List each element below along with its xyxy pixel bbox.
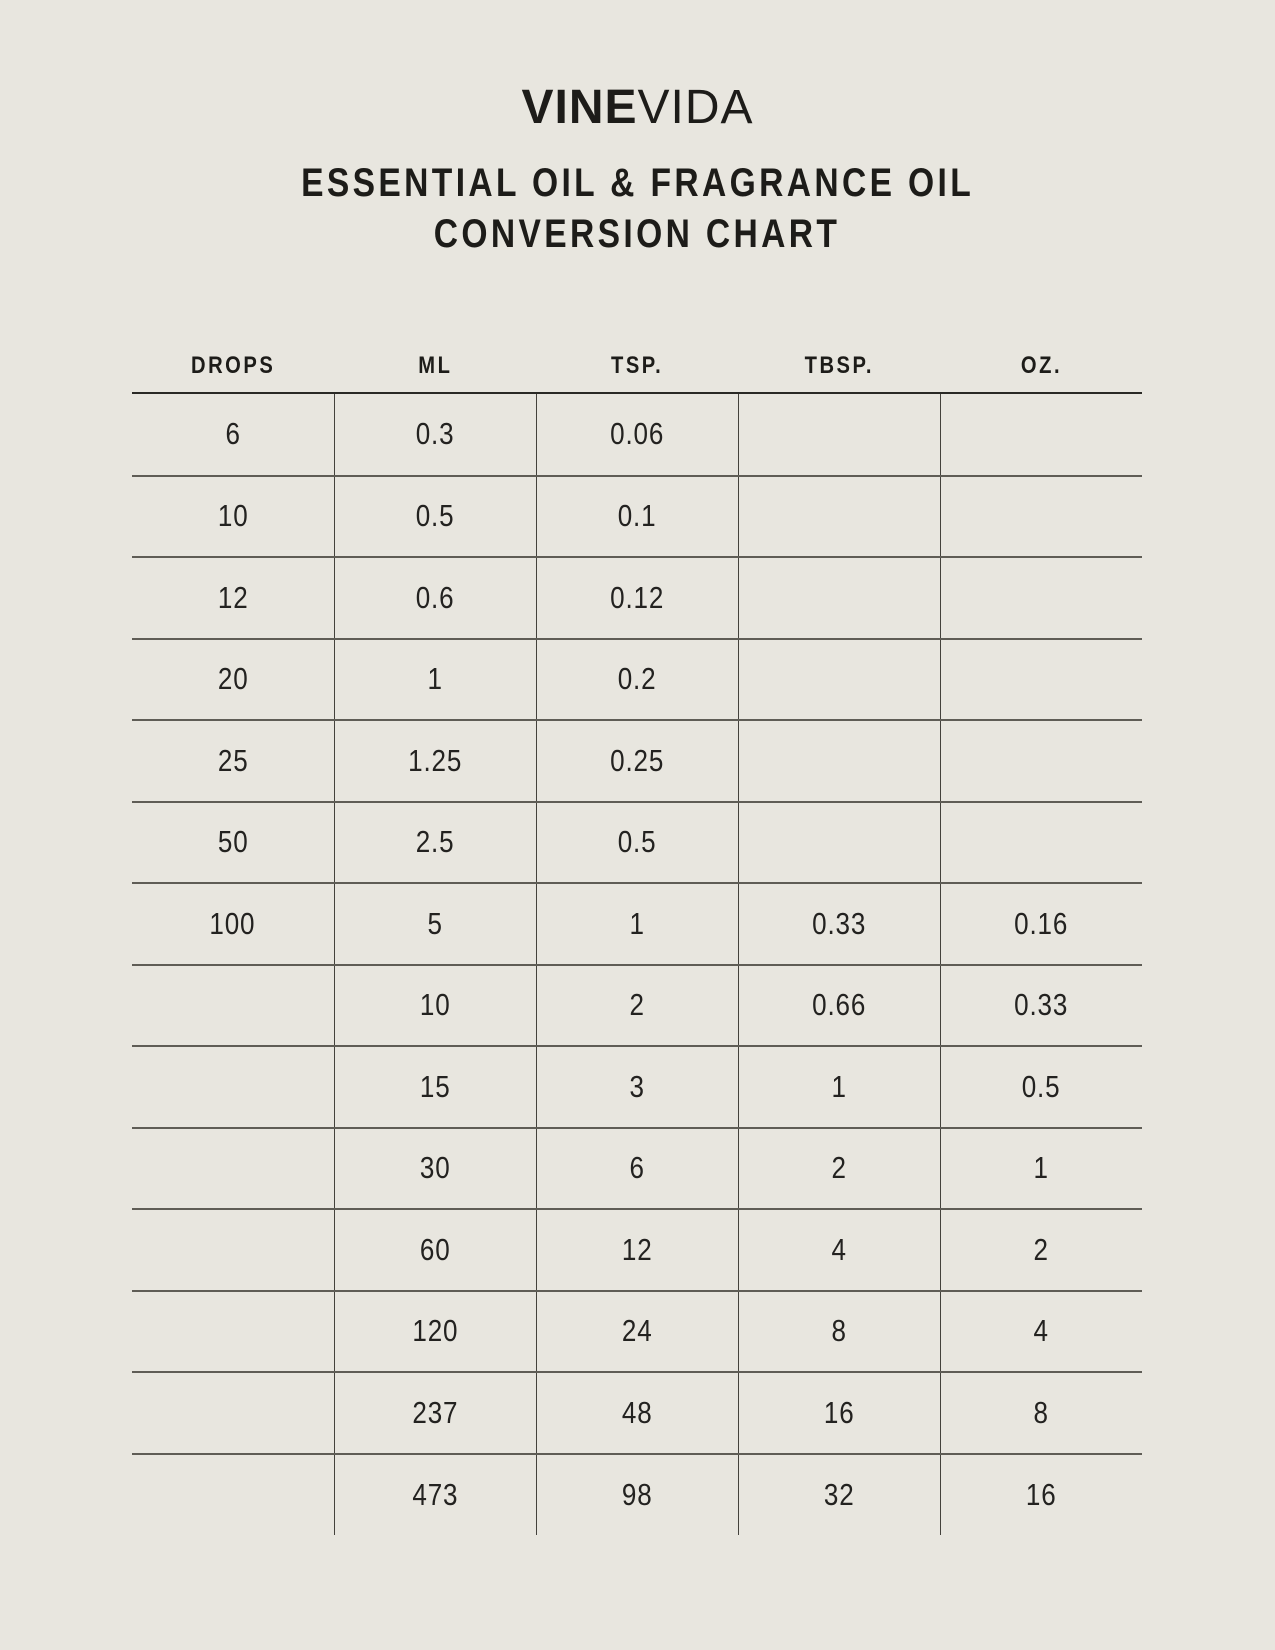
table-cell bbox=[132, 802, 334, 884]
cell-value: 4 bbox=[831, 1231, 847, 1267]
table-cell bbox=[334, 1209, 536, 1291]
column-header-tsp: TSP. bbox=[610, 352, 664, 379]
table-cell bbox=[334, 883, 536, 965]
cell-value: 48 bbox=[621, 1394, 653, 1430]
cell-value: 15 bbox=[419, 1068, 451, 1104]
cell-value: 0.2 bbox=[617, 661, 657, 697]
table-cell bbox=[132, 394, 334, 476]
cell-value: 16 bbox=[823, 1394, 855, 1430]
table-cell bbox=[738, 1046, 940, 1128]
table-cell bbox=[738, 802, 940, 884]
table-row bbox=[132, 1209, 1142, 1291]
table-cell bbox=[132, 1372, 334, 1454]
cell-value: 0.5 bbox=[617, 824, 657, 860]
table-row bbox=[132, 1046, 1142, 1128]
page-title-line2: CONVERSION CHART bbox=[434, 212, 841, 256]
table-cell bbox=[940, 1372, 1142, 1454]
cell-value: 12 bbox=[217, 579, 249, 615]
table-cell bbox=[334, 394, 536, 476]
table-row bbox=[132, 1454, 1142, 1536]
cell-value: 20 bbox=[217, 661, 249, 697]
cell-value: 3 bbox=[629, 1068, 645, 1104]
cell-value: 0.12 bbox=[609, 579, 665, 615]
cell-value: 6 bbox=[629, 1150, 645, 1186]
table-cell bbox=[940, 557, 1142, 639]
table-cell bbox=[132, 965, 334, 1047]
column-header-oz: OZ. bbox=[1020, 352, 1062, 379]
table-row bbox=[132, 1291, 1142, 1373]
table-row bbox=[132, 394, 1142, 476]
page-title-line1: ESSENTIAL OIL & FRAGRANCE OIL bbox=[300, 161, 975, 205]
column-header-tbsp: TBSP. bbox=[804, 352, 874, 379]
cell-value: 24 bbox=[621, 1313, 653, 1349]
cell-value: 1 bbox=[1033, 1150, 1049, 1186]
table-row bbox=[132, 557, 1142, 639]
table-header-row bbox=[132, 340, 1142, 394]
brand-logo-light: VIDA bbox=[637, 81, 754, 134]
table-cell bbox=[940, 394, 1142, 476]
table-cell bbox=[536, 1291, 738, 1373]
table-cell bbox=[536, 476, 738, 558]
table-cell bbox=[132, 883, 334, 965]
cell-value: 473 bbox=[412, 1476, 458, 1512]
table-cell bbox=[536, 1209, 738, 1291]
table-cell bbox=[132, 1291, 334, 1373]
cell-value: 6 bbox=[225, 416, 241, 452]
cell-value: 1 bbox=[831, 1068, 847, 1104]
conversion-table bbox=[132, 340, 1142, 1535]
table-cell bbox=[738, 394, 940, 476]
table-cell bbox=[132, 720, 334, 802]
column-header-drops: DROPS bbox=[190, 352, 276, 379]
cell-value: 5 bbox=[427, 905, 443, 941]
cell-value: 120 bbox=[412, 1313, 458, 1349]
cell-value: 4 bbox=[1033, 1313, 1049, 1349]
table-cell bbox=[738, 639, 940, 721]
cell-value: 98 bbox=[621, 1476, 653, 1512]
cell-value: 0.66 bbox=[811, 987, 867, 1023]
cell-value: 2 bbox=[1033, 1231, 1049, 1267]
table-cell bbox=[132, 557, 334, 639]
cell-value: 100 bbox=[209, 905, 256, 941]
table-row bbox=[132, 476, 1142, 558]
cell-value: 0.16 bbox=[1014, 905, 1069, 941]
table-cell bbox=[738, 1291, 940, 1373]
cell-value: 8 bbox=[1033, 1394, 1049, 1430]
table-cell bbox=[334, 476, 536, 558]
table-cell bbox=[536, 1128, 738, 1210]
table-row bbox=[132, 802, 1142, 884]
table-row bbox=[132, 720, 1142, 802]
table-cell bbox=[536, 394, 738, 476]
table-row bbox=[132, 1372, 1142, 1454]
table-body bbox=[132, 394, 1142, 1535]
cell-value: 1.25 bbox=[407, 742, 463, 778]
table-cell bbox=[334, 1046, 536, 1128]
cell-value: 0.25 bbox=[609, 742, 665, 778]
cell-value: 2 bbox=[831, 1150, 847, 1186]
table-cell bbox=[334, 720, 536, 802]
cell-value: 2.5 bbox=[415, 824, 455, 860]
table-cell bbox=[132, 1046, 334, 1128]
cell-value: 12 bbox=[621, 1231, 653, 1267]
table-cell bbox=[738, 557, 940, 639]
table-cell bbox=[738, 965, 940, 1047]
table-cell bbox=[132, 639, 334, 721]
table-cell bbox=[940, 1291, 1142, 1373]
cell-value: 0.5 bbox=[415, 498, 455, 534]
table-row bbox=[132, 639, 1142, 721]
table-cell bbox=[536, 1454, 738, 1536]
table-cell bbox=[940, 720, 1142, 802]
table-cell bbox=[940, 802, 1142, 884]
table-cell bbox=[334, 1372, 536, 1454]
table-cell bbox=[536, 1372, 738, 1454]
cell-value: 0.33 bbox=[811, 905, 867, 941]
table-cell bbox=[738, 720, 940, 802]
column-header-ml: ML bbox=[417, 352, 453, 379]
cell-value: 32 bbox=[823, 1476, 855, 1512]
cell-value: 25 bbox=[217, 742, 249, 778]
brand-logo bbox=[0, 81, 1275, 134]
table-cell bbox=[940, 883, 1142, 965]
table-cell bbox=[334, 965, 536, 1047]
table-cell bbox=[334, 802, 536, 884]
table-cell bbox=[334, 1128, 536, 1210]
table-cell bbox=[738, 1209, 940, 1291]
cell-value: 0.6 bbox=[415, 579, 455, 615]
cell-value: 10 bbox=[217, 498, 249, 534]
table-cell bbox=[940, 1128, 1142, 1210]
table-cell bbox=[738, 1128, 940, 1210]
table-cell bbox=[940, 639, 1142, 721]
brand-logo-bold: VINE bbox=[521, 81, 638, 134]
table-row bbox=[132, 883, 1142, 965]
table-cell bbox=[334, 1291, 536, 1373]
table-cell bbox=[132, 476, 334, 558]
table-cell bbox=[132, 1209, 334, 1291]
table-cell bbox=[536, 802, 738, 884]
cell-value: 8 bbox=[831, 1313, 847, 1349]
table-cell bbox=[940, 476, 1142, 558]
table-cell bbox=[132, 1454, 334, 1536]
table-cell bbox=[940, 965, 1142, 1047]
table-cell bbox=[738, 1372, 940, 1454]
table-cell bbox=[334, 639, 536, 721]
table-cell bbox=[940, 1454, 1142, 1536]
table-cell bbox=[132, 1128, 334, 1210]
table-cell bbox=[940, 1209, 1142, 1291]
cell-value: 0.06 bbox=[609, 416, 665, 452]
table-row bbox=[132, 965, 1142, 1047]
table-cell bbox=[536, 965, 738, 1047]
cell-value: 10 bbox=[419, 987, 451, 1023]
table-cell bbox=[940, 1046, 1142, 1128]
cell-value: 237 bbox=[412, 1394, 458, 1430]
table-cell bbox=[334, 557, 536, 639]
cell-value: 0.5 bbox=[1021, 1068, 1061, 1104]
table-cell bbox=[738, 476, 940, 558]
cell-value: 60 bbox=[419, 1231, 451, 1267]
table-cell bbox=[536, 1046, 738, 1128]
table-row bbox=[132, 1128, 1142, 1210]
cell-value: 0.3 bbox=[415, 416, 455, 452]
cell-value: 30 bbox=[419, 1150, 451, 1186]
table-cell bbox=[536, 639, 738, 721]
table-cell bbox=[738, 883, 940, 965]
cell-value: 1 bbox=[629, 905, 645, 941]
table-cell bbox=[536, 557, 738, 639]
table-cell bbox=[738, 1454, 940, 1536]
cell-value: 0.1 bbox=[617, 498, 657, 534]
table-cell bbox=[536, 883, 738, 965]
table-cell bbox=[334, 1454, 536, 1536]
cell-value: 2 bbox=[629, 987, 645, 1023]
cell-value: 50 bbox=[217, 824, 249, 860]
cell-value: 16 bbox=[1025, 1476, 1057, 1512]
table-cell bbox=[536, 720, 738, 802]
cell-value: 0.33 bbox=[1014, 987, 1069, 1023]
page-title bbox=[0, 158, 1275, 260]
cell-value: 1 bbox=[427, 661, 443, 697]
